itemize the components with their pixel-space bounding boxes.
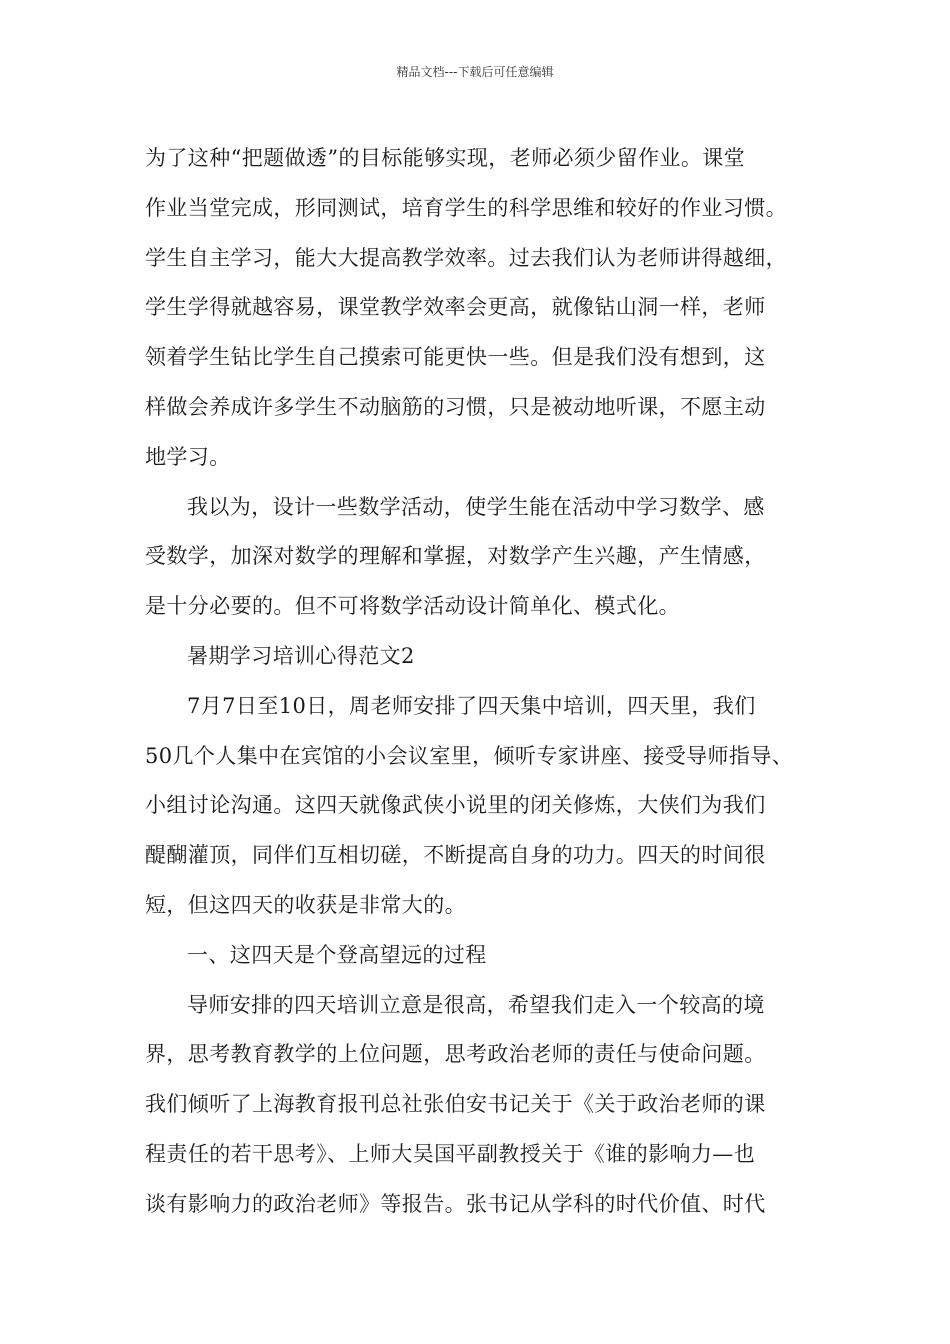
text-line: 短，但这四天的收获是非常大的。 [145, 892, 466, 917]
text-line: 界，思考教育教学的上位问题，思考政治老师的责任与使命问题。 [145, 1042, 766, 1067]
text-line: 领着学生钻比学生自己摸索可能更快一些。但是我们没有想到，这 [145, 345, 766, 370]
text-line: 一、这四天是个登高望远的过程 [187, 942, 487, 967]
paragraph [145, 134, 810, 483]
text-line: 50几个人集中在宾馆的小会议室里，倾听专家讲座、接受导师指导、 [145, 743, 794, 768]
text-line: 样做会养成许多学生不动脑筋的习惯，只是被动地听课，不愿主动 [145, 394, 766, 419]
text-line: 我们倾听了上海教育报刊总社张伯安书记关于《关于政治老师的课 [145, 1092, 766, 1117]
page-header: 精品文档---下载后可任意编辑 [396, 65, 554, 79]
text-line: 醍醐灌顶，同伴们互相切磋，不断提高自身的功力。四天的时间很 [145, 843, 766, 868]
text-line: 是十分必要的。但不可将数学活动设计简单化、模式化。 [145, 594, 680, 619]
text-line: 学生自主学习，能大大提高教学效率。过去我们认为老师讲得越细， [145, 245, 787, 270]
subsection-title [145, 931, 810, 981]
text-line: 作业当堂完成，形同测试，培育学生的科学思维和较好的作业习惯。 [145, 195, 787, 220]
paragraph [145, 483, 810, 632]
section-title [145, 632, 810, 682]
paragraph [145, 682, 810, 931]
paragraph [145, 981, 810, 1230]
text-line: 受数学，加深对数学的理解和掌握，对数学产生兴趣，产生情感， [145, 544, 766, 569]
text-line: 谈有影响力的政治老师》等报告。张书记从学科的时代价值、时代 [145, 1191, 766, 1216]
text-line: 程责任的若干思考》、上师大吴国平副教授关于《谁的影响力—也 [145, 1141, 756, 1166]
document-body [145, 134, 810, 1230]
text-line: 导师安排的四天培训立意是很高，希望我们走入一个较高的境 [187, 992, 765, 1017]
text-line: 暑期学习培训心得范文2 [187, 643, 415, 668]
text-line: 学生学得就越容易，课堂教学效率会更高，就像钻山洞一样，老师 [145, 295, 766, 320]
text-line: 为了这种“把题做透”的目标能够实现，老师必须少留作业。课堂 [145, 146, 746, 170]
text-line: 地学习。 [145, 444, 231, 469]
text-line: 我以为，设计一些数学活动，使学生能在活动中学习数学、感 [187, 494, 765, 519]
text-line: 小组讨论沟通。这四天就像武侠小说里的闭关修炼，大侠们为我们 [145, 793, 766, 818]
text-line: 7月7日至10日，周老师安排了四天集中培训，四天里，我们 [187, 693, 756, 718]
